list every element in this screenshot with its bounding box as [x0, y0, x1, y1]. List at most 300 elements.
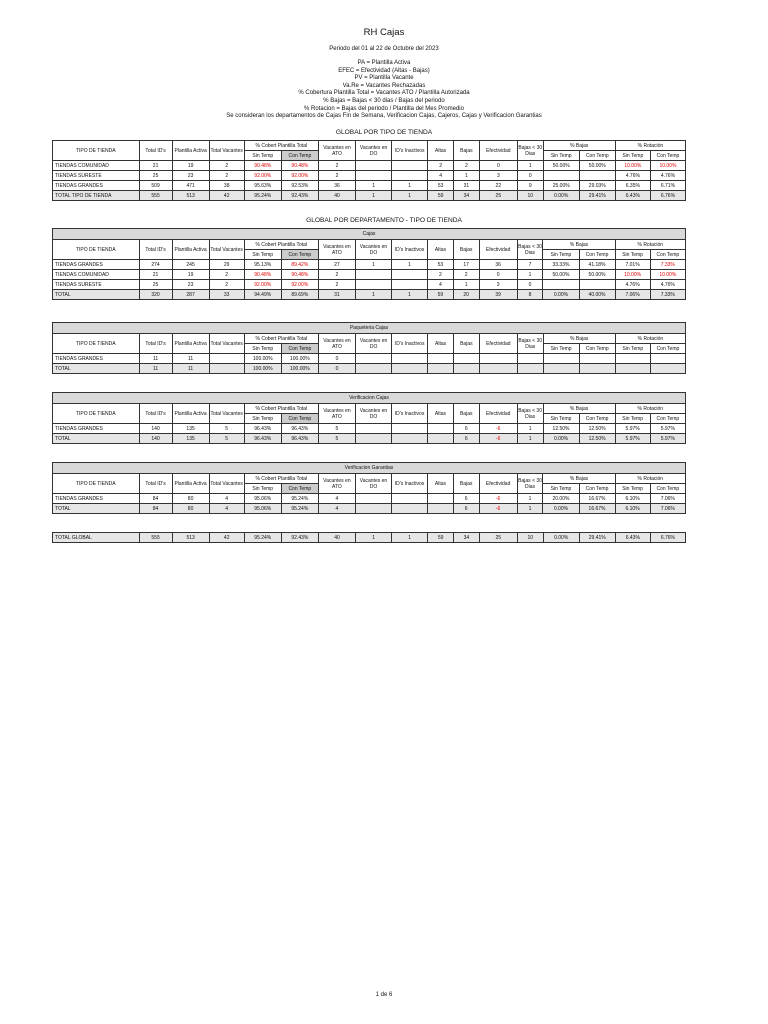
table-cell: 34 — [454, 191, 480, 201]
col-header-sin-temp: Sin Temp — [543, 484, 579, 494]
table-cell: 95.24% — [281, 494, 318, 504]
table-cell: 96.43% — [281, 434, 318, 444]
table-cell — [615, 354, 650, 364]
table-cell: 59 — [428, 290, 454, 300]
table-total-row — [53, 434, 686, 444]
col-header-ids-inactivos: ID's Inactivos — [392, 404, 428, 424]
row-label-cell: TOTAL TIPO DE TIENDA — [53, 191, 140, 201]
table-cell: 140 — [139, 434, 172, 444]
table-cell: 12.50% — [579, 434, 615, 444]
table-cell: -6 — [479, 504, 517, 514]
row-label-cell: TIENDAS COMUNIDAD — [53, 161, 140, 171]
table-cell: 2 — [453, 270, 479, 280]
table-cell — [428, 364, 454, 374]
table-cell: 6 — [453, 494, 479, 504]
table-cell: 1 — [392, 191, 428, 201]
col-header-bajas-30: Bajas < 30 Dias — [517, 404, 543, 424]
col-header-con-temp: Con Temp — [281, 344, 318, 354]
table-cell: 10 — [517, 191, 543, 201]
col-header-ids-inactivos: ID's Inactivos — [392, 474, 428, 494]
row-label-cell: TOTAL — [53, 504, 140, 514]
table-cell — [453, 364, 479, 374]
table-cell: 274 — [139, 260, 172, 270]
col-header-bajas-30: Bajas < 30 Dias — [517, 334, 543, 354]
department-name: Verificacion Garantias — [53, 463, 686, 474]
table-cell: 6.76% — [650, 191, 685, 201]
table-header-row — [53, 240, 686, 250]
col-header-cobertura: % Cobert Plantilla Total — [244, 240, 318, 250]
department-band — [53, 323, 686, 334]
table-cell: 1 — [454, 171, 480, 181]
table-cell: 6.71% — [650, 181, 685, 191]
table-cell: 31 — [454, 181, 480, 191]
global-table — [52, 140, 686, 201]
table-cell: 19 — [172, 270, 209, 280]
table-cell: 7 — [517, 260, 543, 270]
table-cell: 36 — [318, 181, 355, 191]
table-cell: 29.41% — [579, 533, 615, 543]
table-cell: 20.00% — [543, 494, 579, 504]
table-cell: 5 — [209, 424, 244, 434]
row-label-cell: TIENDAS SURESTE — [53, 171, 140, 181]
col-header-efectividad: Efectividad — [479, 474, 517, 494]
col-header-tipo: TIPO DE TIENDA — [53, 334, 140, 354]
table-row — [53, 171, 686, 181]
table-total-row — [53, 533, 686, 543]
table-cell: 42 — [209, 533, 244, 543]
col-header-total-vacantes: Total Vacantes — [209, 404, 244, 424]
table-cell: 25 — [479, 191, 517, 201]
table-cell — [428, 494, 454, 504]
table-cell: 2 — [209, 171, 244, 181]
col-header-vacantes-do: Vacantes en DO — [355, 240, 391, 260]
table-cell: 4 — [318, 494, 355, 504]
col-header-pct-bajas: % Bajas — [543, 334, 615, 344]
col-header-efectividad: Efectividad — [479, 334, 517, 354]
table-cell: 6 — [453, 434, 479, 444]
table-cell: 5.97% — [650, 434, 685, 444]
table-cell — [615, 364, 650, 374]
table-cell — [650, 364, 685, 374]
table-cell — [392, 280, 428, 290]
table-cell: 95.63% — [244, 181, 281, 191]
table-cell: 11 — [139, 364, 172, 374]
row-label-cell: TOTAL — [53, 364, 140, 374]
table-cell — [392, 270, 428, 280]
table-cell: 90.48% — [281, 270, 318, 280]
section-title-global: GLOBAL POR TIPO DE TIENDA — [335, 129, 433, 136]
table-cell: 53 — [428, 181, 454, 191]
col-header-con-temp: Con Temp — [281, 414, 318, 424]
col-header-total-vacantes: Total Vacantes — [209, 141, 244, 161]
col-header-total-vacantes: Total Vacantes — [209, 334, 244, 354]
dept-table-verificacion-garantias — [52, 462, 686, 514]
col-header-efectividad: Efectividad — [479, 141, 517, 161]
table-cell: 7.01% — [615, 260, 650, 270]
table-cell: 96.43% — [244, 424, 281, 434]
table-cell — [479, 364, 517, 374]
col-header-vacantes-ato: Vacantes en ATO — [318, 334, 355, 354]
table-cell: 27 — [318, 260, 355, 270]
table-cell: 1 — [392, 290, 428, 300]
table-cell: 23 — [172, 171, 209, 181]
legend-line: PV = Plantilla Vacante — [354, 75, 414, 82]
page-number: 1 de 6 — [375, 992, 393, 998]
col-header-tipo: TIPO DE TIENDA — [53, 474, 140, 494]
col-header-sin-temp: Sin Temp — [244, 484, 281, 494]
table-cell: 16.67% — [579, 504, 615, 514]
col-header-sin-temp: Sin Temp — [244, 151, 281, 161]
col-header-cobertura: % Cobert Plantilla Total — [244, 404, 318, 414]
col-header-ids-inactivos: ID's Inactivos — [392, 334, 428, 354]
col-header-con-temp: Con Temp — [650, 151, 685, 161]
col-header-total-ids: Total ID's — [139, 240, 172, 260]
table-cell: 25 — [479, 533, 517, 543]
col-header-vacantes-do: Vacantes en DO — [355, 404, 391, 424]
table-cell: 96.43% — [244, 434, 281, 444]
table-cell: 16.67% — [579, 494, 615, 504]
table-cell: 0.00% — [543, 290, 579, 300]
col-header-sin-temp: Sin Temp — [615, 250, 650, 260]
table-row — [53, 161, 686, 171]
table-cell: 8 — [517, 290, 543, 300]
table-cell — [209, 364, 244, 374]
table-cell — [355, 434, 391, 444]
col-header-total-ids: Total ID's — [139, 141, 172, 161]
table-cell: 21 — [139, 270, 172, 280]
table-cell — [356, 161, 392, 171]
col-header-bajas: Bajas — [453, 404, 479, 424]
table-header-row — [53, 141, 686, 151]
table-cell: 11 — [172, 354, 209, 364]
col-header-pct-rotacion: % Rotación — [615, 334, 685, 344]
department-band — [53, 393, 686, 404]
table-cell — [392, 504, 428, 514]
col-header-ids-inactivos: ID's Inactivos — [392, 240, 428, 260]
table-cell: 42 — [209, 191, 244, 201]
table-cell: 0 — [517, 280, 543, 290]
table-cell: 1 — [392, 533, 428, 543]
col-header-sin-temp: Sin Temp — [543, 151, 579, 161]
table-cell: 100.00% — [281, 364, 318, 374]
legend-line: PA = Plantilla Activa — [357, 60, 411, 66]
row-label-cell: TIENDAS COMUNIDAD — [53, 270, 140, 280]
table-row — [53, 354, 686, 364]
table-cell: 21 — [139, 161, 172, 171]
table-cell: 1 — [356, 533, 392, 543]
table-cell — [355, 494, 391, 504]
department-band — [53, 229, 686, 240]
table-cell: 0.00% — [543, 434, 579, 444]
table-cell: 25.00% — [543, 181, 579, 191]
col-header-vacantes-ato: Vacantes en ATO — [318, 404, 355, 424]
col-header-sin-temp: Sin Temp — [615, 344, 650, 354]
table-cell: 555 — [139, 533, 172, 543]
table-cell: 1 — [355, 260, 391, 270]
col-header-vacantes-ato: Vacantes en ATO — [318, 474, 355, 494]
table-cell — [356, 171, 392, 181]
col-header-plantilla: Plantilla Activa — [172, 404, 209, 424]
table-cell: 513 — [172, 533, 209, 543]
table-cell: 0 — [479, 270, 517, 280]
table-cell: 12.50% — [543, 424, 579, 434]
table-cell: 9 — [517, 181, 543, 191]
table-cell: 33 — [209, 290, 244, 300]
table-cell: 100.00% — [281, 354, 318, 364]
table-cell: 287 — [172, 290, 209, 300]
table-cell — [428, 504, 454, 514]
table-cell — [543, 171, 579, 181]
table-cell: 1 — [517, 270, 543, 280]
table-cell: 59 — [428, 191, 454, 201]
table-cell: 10.00% — [650, 161, 685, 171]
table-cell: 1 — [392, 260, 428, 270]
table-cell: 2 — [428, 270, 454, 280]
table-cell: 4 — [428, 171, 454, 181]
table-cell: 95.24% — [244, 191, 281, 201]
table-cell: 4.76% — [650, 280, 685, 290]
table-cell: 3 — [479, 280, 517, 290]
table-cell — [392, 364, 428, 374]
table-cell: 0.00% — [543, 504, 579, 514]
table-header-row — [53, 334, 686, 344]
table-cell: 29 — [209, 260, 244, 270]
col-header-altas: Altas — [428, 474, 454, 494]
legend-line: % Bajas = Bajas < 30 dias / Bajas del periodo — [323, 97, 445, 104]
table-cell: 0 — [318, 354, 355, 364]
table-cell: 38 — [209, 181, 244, 191]
col-header-plantilla: Plantilla Activa — [172, 141, 209, 161]
table-cell: 6.43% — [615, 191, 650, 201]
table-cell: 19 — [172, 161, 209, 171]
table-cell: 140 — [139, 424, 172, 434]
col-header-cobertura: % Cobert Plantilla Total — [244, 334, 318, 344]
table-cell: 100.00% — [244, 354, 281, 364]
table-cell: 2 — [209, 161, 244, 171]
table-cell: 90.48% — [244, 270, 281, 280]
col-header-sin-temp: Sin Temp — [615, 484, 650, 494]
table-cell: 92.53% — [281, 181, 318, 191]
col-header-sin-temp: Sin Temp — [244, 250, 281, 260]
col-header-altas: Altas — [428, 334, 454, 354]
table-cell: 25 — [139, 171, 172, 181]
report-period: Periodo del 01 al 22 de Octubre del 2023 — [329, 46, 439, 52]
legend-block — [0, 60, 768, 121]
table-cell: 5.97% — [615, 424, 650, 434]
table-cell: 4.76% — [615, 280, 650, 290]
table-total-row — [53, 191, 686, 201]
table-cell — [428, 434, 454, 444]
col-header-total-ids: Total ID's — [139, 334, 172, 354]
col-header-con-temp: Con Temp — [579, 484, 615, 494]
col-header-cobertura: % Cobert Plantilla Total — [244, 474, 318, 484]
report-title: RH Cajas — [363, 27, 405, 38]
col-header-con-temp: Con Temp — [281, 151, 318, 161]
table-cell: 92.00% — [281, 171, 318, 181]
row-label-cell: TIENDAS GRANDES — [53, 181, 140, 191]
legend-line: Va.Re = Vacantes Rechazadas — [342, 82, 426, 89]
table-cell: 7.06% — [650, 504, 685, 514]
table-cell: 10 — [517, 533, 543, 543]
table-cell — [517, 354, 543, 364]
table-cell: 94.49% — [244, 290, 281, 300]
table-cell: 92.00% — [244, 280, 281, 290]
table-cell: 4 — [209, 504, 244, 514]
table-cell — [392, 424, 428, 434]
table-cell: 40.00% — [579, 290, 615, 300]
col-header-plantilla: Plantilla Activa — [172, 334, 209, 354]
table-cell: 41.18% — [579, 260, 615, 270]
table-cell: 5.97% — [615, 434, 650, 444]
col-header-efectividad: Efectividad — [479, 404, 517, 424]
table-cell: 3 — [479, 171, 517, 181]
table-cell: -6 — [479, 424, 517, 434]
table-cell: 92.43% — [281, 191, 318, 201]
table-cell: 1 — [517, 161, 543, 171]
col-header-vacantes-ato: Vacantes en ATO — [318, 141, 355, 161]
table-cell: 53 — [428, 260, 454, 270]
table-cell: 96.43% — [281, 424, 318, 434]
table-cell: 10.00% — [615, 270, 650, 280]
table-cell: 6.76% — [650, 533, 685, 543]
col-header-pct-rotacion: % Rotación — [615, 474, 685, 484]
table-cell: 11 — [139, 354, 172, 364]
table-cell: 6 — [453, 504, 479, 514]
table-total-row — [53, 364, 686, 374]
table-cell: 50.00% — [579, 270, 615, 280]
table-cell: 1 — [453, 280, 479, 290]
legend-line: EFEC = Efectividad (Altas - Bajas) — [338, 67, 430, 74]
dept-table-cajas — [52, 228, 686, 300]
col-header-sin-temp: Sin Temp — [244, 344, 281, 354]
table-cell — [579, 364, 615, 374]
table-cell: 1 — [517, 434, 543, 444]
table-cell: 135 — [172, 434, 209, 444]
legend-line: % Cobertura Plantilla Total = Vacantes ATO / Plantilla Autorizada — [298, 90, 470, 97]
table-cell: 0.00% — [543, 533, 579, 543]
department-name: Verificacion Cajas — [53, 393, 686, 404]
table-cell: 50.00% — [543, 161, 579, 171]
table-row — [53, 270, 686, 280]
table-cell: 59 — [428, 533, 454, 543]
col-header-sin-temp: Sin Temp — [615, 151, 650, 161]
row-label-cell: TOTAL GLOBAL — [53, 533, 140, 543]
table-cell: 84 — [139, 494, 172, 504]
table-cell: 0.00% — [543, 191, 579, 201]
row-label-cell: TIENDAS GRANDES — [53, 260, 140, 270]
table-cell: 2 — [318, 161, 355, 171]
col-header-pct-bajas: % Bajas — [543, 240, 615, 250]
table-cell: 20 — [453, 290, 479, 300]
table-cell: 92.00% — [281, 280, 318, 290]
table-cell: 5.97% — [650, 424, 685, 434]
table-cell: 92.43% — [281, 533, 318, 543]
table-cell — [543, 354, 579, 364]
table-cell: 2 — [454, 161, 480, 171]
col-header-tipo: TIPO DE TIENDA — [53, 404, 140, 424]
table-row — [53, 424, 686, 434]
table-cell — [355, 504, 391, 514]
table-cell — [392, 494, 428, 504]
col-header-sin-temp: Sin Temp — [543, 344, 579, 354]
table-cell: 95.24% — [244, 533, 281, 543]
col-header-plantilla: Plantilla Activa — [172, 474, 209, 494]
table-cell: 5 — [318, 424, 355, 434]
legend-line: Se consideran los departamentos de Cajas Fin de Semana, Verificacion Cajas, Cajeros, Cajas y Verificacion Garantias — [226, 113, 542, 120]
col-header-bajas-30: Bajas < 30 Dias — [517, 240, 543, 260]
department-name: Paqueteria Cajas — [53, 323, 686, 334]
col-header-con-temp: Con Temp — [650, 250, 685, 260]
table-cell: 25 — [139, 280, 172, 290]
table-cell — [579, 280, 615, 290]
table-cell: 555 — [139, 191, 172, 201]
table-cell: 89.42% — [281, 260, 318, 270]
table-cell — [517, 364, 543, 374]
table-cell: 40 — [318, 191, 355, 201]
table-header-row — [53, 404, 686, 414]
table-cell: 509 — [139, 181, 172, 191]
col-header-bajas-30: Bajas < 30 Dias — [517, 474, 543, 494]
table-cell: 100.00% — [244, 364, 281, 374]
table-total-row — [53, 290, 686, 300]
table-cell: 5 — [209, 434, 244, 444]
table-cell: 5 — [318, 434, 355, 444]
table-cell: 17 — [453, 260, 479, 270]
table-cell: 6 — [453, 424, 479, 434]
table-cell: 84 — [139, 504, 172, 514]
table-cell: 90.48% — [281, 161, 318, 171]
table-cell: 80 — [172, 494, 209, 504]
col-header-con-temp: Con Temp — [650, 484, 685, 494]
table-cell — [392, 161, 428, 171]
col-header-ids-inactivos: ID's Inactivos — [392, 141, 428, 161]
table-cell: 12.50% — [579, 424, 615, 434]
table-cell — [355, 424, 391, 434]
col-header-con-temp: Con Temp — [650, 344, 685, 354]
table-cell: 0 — [318, 364, 355, 374]
col-header-tipo: TIPO DE TIENDA — [53, 240, 140, 260]
table-cell: -6 — [479, 434, 517, 444]
col-header-total-vacantes: Total Vacantes — [209, 240, 244, 260]
table-cell: 4 — [209, 494, 244, 504]
table-cell: 36 — [479, 260, 517, 270]
table-cell: 10.00% — [615, 161, 650, 171]
table-cell: 135 — [172, 424, 209, 434]
table-cell — [355, 270, 391, 280]
table-cell — [356, 354, 392, 364]
table-row — [53, 260, 686, 270]
col-header-vacantes-do: Vacantes en DO — [356, 334, 392, 354]
table-cell: 50.00% — [579, 161, 615, 171]
table-cell: 6.35% — [615, 181, 650, 191]
col-header-efectividad: Efectividad — [479, 240, 517, 260]
table-cell: 31 — [318, 290, 355, 300]
table-cell — [428, 424, 454, 434]
table-cell — [209, 354, 244, 364]
table-cell: 80 — [172, 504, 209, 514]
table-cell: 6.10% — [615, 494, 650, 504]
table-cell: 0 — [479, 161, 517, 171]
table-cell: 1 — [356, 181, 392, 191]
col-header-bajas-30: Bajas < 30 Dias — [517, 141, 543, 161]
col-header-con-temp: Con Temp — [579, 414, 615, 424]
col-header-vacantes-ato: Vacantes en ATO — [318, 240, 355, 260]
table-cell: 2 — [318, 171, 355, 181]
table-row — [53, 494, 686, 504]
department-name: Cajas — [53, 229, 686, 240]
col-header-vacantes-do: Vacantes en DO — [356, 141, 392, 161]
table-row — [53, 181, 686, 191]
